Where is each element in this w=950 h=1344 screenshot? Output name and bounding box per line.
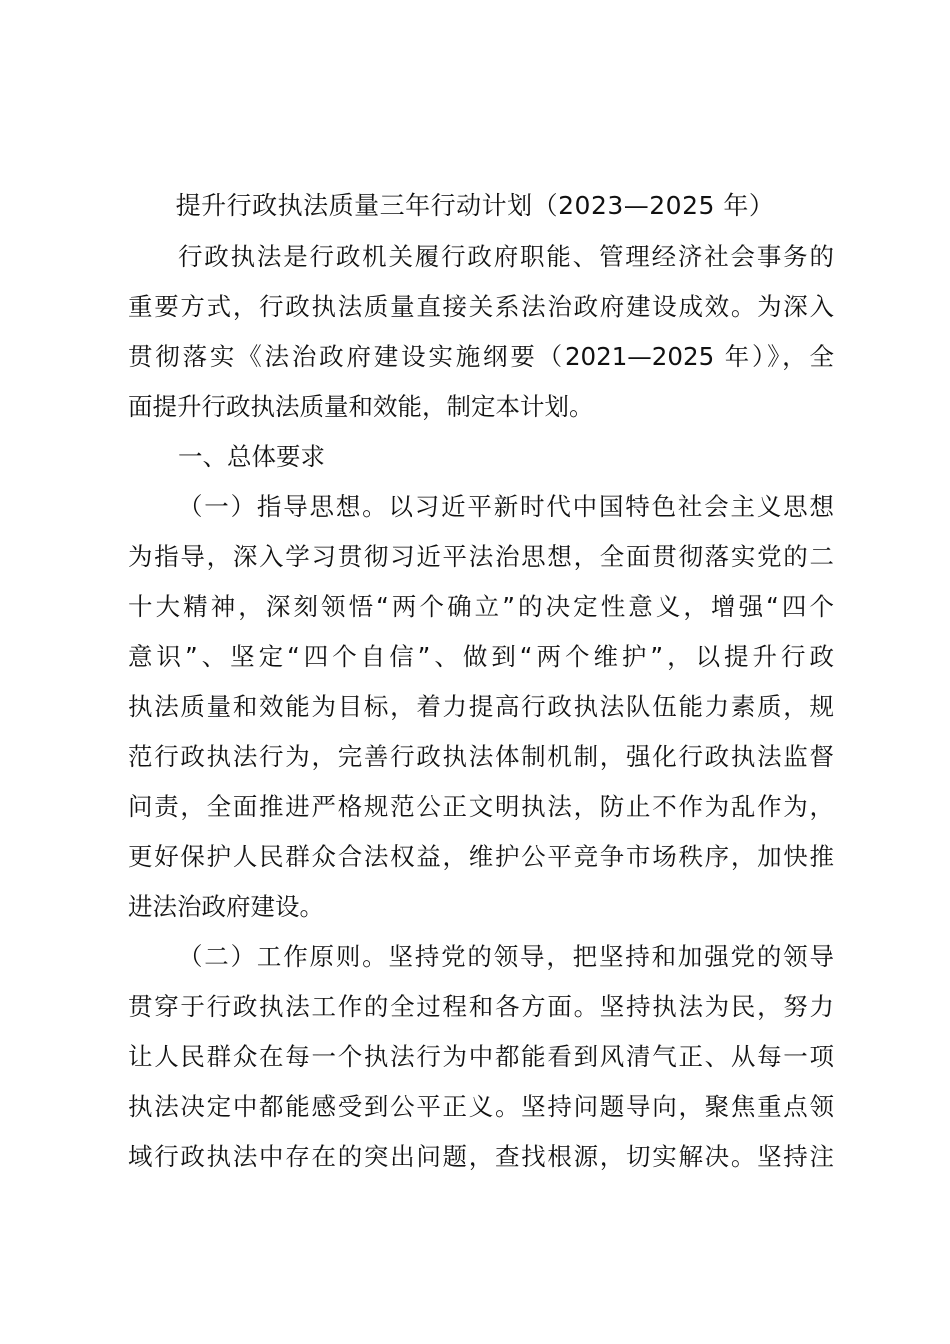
text-line: 行政执法是行政机关履行政府职能、管理经济社会事务的 <box>178 242 834 271</box>
text-line: 执法决定中都能感受到公平正义。坚持问题导向，聚焦重点领 <box>128 1092 834 1121</box>
text-line: 十大精神，深刻领悟“两个确立”的决定性意义，增强“四个 <box>128 592 834 621</box>
heading-general-requirements: 一、总体要求 <box>178 442 325 471</box>
text-line: 问责，全面推进严格规范公正文明执法，防止不作为乱作为， <box>128 792 834 821</box>
text-line: 范行政执法行为，完善行政执法体制机制，强化行政执法监督 <box>128 742 834 771</box>
text-line: 域行政执法中存在的突出问题，查找根源，切实解决。坚持注 <box>128 1142 834 1171</box>
text-line: 更好保护人民群众合法权益，维护公平竞争市场秩序，加快推 <box>128 842 834 871</box>
text-line: 为指导，深入学习贯彻习近平法治思想，全面贯彻落实党的二 <box>128 542 834 571</box>
paragraph-intro <box>128 232 834 432</box>
text-line: （一）指导思想。以习近平新时代中国特色社会主义思想 <box>178 492 834 521</box>
text-line: 面提升行政执法质量和效能，制定本计划。 <box>128 392 594 421</box>
text-line: 进法治政府建设。 <box>128 892 324 921</box>
text-line: 让人民群众在每一个执法行为中都能看到风清气正、从每一项 <box>128 1042 834 1071</box>
section-heading <box>128 432 834 482</box>
paragraph-guiding-ideology <box>128 482 834 932</box>
text-line: 意识”、坚定“四个自信”、做到“两个维护”，以提升行政 <box>128 642 834 671</box>
text-line: 执法质量和效能为目标，着力提高行政执法队伍能力素质，规 <box>128 692 834 721</box>
document-title: 提升行政执法质量三年行动计划（2023—2025 年） <box>175 191 775 220</box>
text-line: 贯彻落实《法治政府建设实施纲要（2021—2025 年）》，全 <box>128 342 834 371</box>
paragraph-working-principles <box>128 932 834 1182</box>
text-line: （二）工作原则。坚持党的领导，把坚持和加强党的领导 <box>178 942 834 971</box>
text-line: 贯穿于行政执法工作的全过程和各方面。坚持执法为民，努力 <box>128 992 834 1021</box>
document-body <box>128 232 834 1182</box>
text-line: 重要方式，行政执法质量直接关系法治政府建设成效。为深入 <box>128 292 834 321</box>
